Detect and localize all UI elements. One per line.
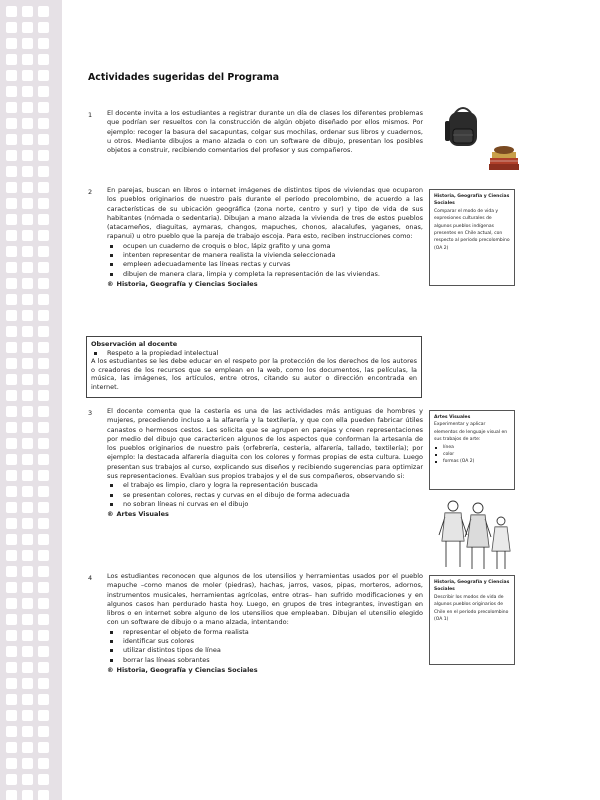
spiral-hole [6, 6, 17, 17]
spiral-hole [6, 166, 17, 177]
activity-1 [107, 109, 423, 155]
spiral-hole [22, 582, 33, 593]
list-item: dibujen de manera clara, limpia y completa la representación de las viviendas. [107, 270, 423, 279]
spiral-hole [6, 710, 17, 721]
spiral-hole [22, 694, 33, 705]
spiral-hole [22, 454, 33, 465]
spiral-hole [22, 502, 33, 513]
spiral-hole [38, 358, 49, 369]
list-item: línea [434, 444, 510, 451]
spiral-hole [38, 118, 49, 129]
spiral-hole [22, 646, 33, 657]
spiral-hole [38, 166, 49, 177]
sidebar-box-history-2 [429, 575, 515, 665]
spiral-hole [38, 710, 49, 721]
subject-reference [107, 510, 423, 519]
list-item: ocupen un cuaderno de croquis o bloc, lápiz grafito y una goma [107, 242, 423, 251]
spiral-hole [38, 662, 49, 673]
spiral-hole [22, 406, 33, 417]
sidebar-text: Experimentar y aplicar elementos de lenguaje visual en sus trabajos de arte: [434, 422, 508, 443]
spiral-hole [38, 502, 49, 513]
spiral-hole [6, 22, 17, 33]
spiral-hole [38, 214, 49, 225]
spiral-hole [6, 86, 17, 97]
spiral-hole [22, 54, 33, 65]
spiral-hole [38, 406, 49, 417]
spiral-hole [22, 598, 33, 609]
spiral-hole [22, 550, 33, 561]
spiral-hole [38, 726, 49, 737]
spiral-hole [6, 134, 17, 145]
spiral-hole [38, 678, 49, 689]
spiral-hole [22, 86, 33, 97]
list-item: intenten representar de manera realista la vivienda seleccionada [107, 251, 423, 260]
spiral-hole [6, 342, 17, 353]
list-item: color [434, 451, 510, 458]
spiral-hole [22, 70, 33, 81]
spiral-hole [6, 470, 17, 481]
spiral-hole [22, 662, 33, 673]
spiral-hole [38, 438, 49, 449]
subject-reference-label: Historia, Geografía y Ciencias Sociales [116, 279, 258, 288]
spiral-hole [38, 470, 49, 481]
spiral-hole [38, 310, 49, 321]
activity-3-text: El docente comenta que la cestería es una de las actividades más antiguas de hombres y mujeres, precediendo incluso a la alfarería y la textilería, y que con ella pueden fabricar útiles canastos o hermosos cestos. Les solicita que se agrupen en parejas y creen representaciones por medio del dibujo que caractericen algunos de los aspectos que conforman la artesanía de los pueblos originarios de nuestro país (orfebrería, cestería, alfarería, tallado, textilería); por ejemplo: la destacada alfarería diaguita con los colores y formas propias de esta cultura. Luego presentan sus trabajos al curso, explicando sus diseños y recibiendo sugerencias para optimizar sus representaciones. Evalúan sus propios trabajos y el de sus compañeros, observando si: [107, 407, 423, 481]
sidebar-text: Describir los modos de vida de algunos pueblos originarios de Chile en el período precolombino (OA 1) [434, 594, 509, 623]
spiral-hole [38, 86, 49, 97]
spiral-hole [38, 598, 49, 609]
sidebar-text: Comparar el modo de vida y expresiones culturales de algunos pueblos indígenas presentes en Chile actual, con respecto al período precolombino (OA 2) [434, 208, 510, 251]
spiral-hole [38, 230, 49, 241]
spiral-hole [22, 790, 33, 800]
spiral-hole [22, 198, 33, 209]
spiral-hole [6, 310, 17, 321]
spiral-hole [38, 790, 49, 800]
spiral-hole [38, 198, 49, 209]
spiral-hole [6, 662, 17, 673]
spiral-hole [38, 134, 49, 145]
sidebar-list [434, 444, 510, 466]
subject-reference [107, 666, 423, 675]
spiral-hole [22, 118, 33, 129]
spiral-hole [38, 294, 49, 305]
list-item: representar el objeto de forma realista [107, 628, 423, 637]
observation-title: Observación al docente [91, 340, 178, 348]
spiral-hole [22, 294, 33, 305]
indigenous-people-illustration [436, 497, 518, 573]
list-item: el trabajo es limpio, claro y logra la representación buscada [107, 481, 423, 490]
spiral-hole [22, 166, 33, 177]
spiral-hole [38, 54, 49, 65]
spiral-hole [6, 534, 17, 545]
spiral-hole [38, 486, 49, 497]
spiral-hole [38, 454, 49, 465]
spiral-hole [38, 518, 49, 529]
spiral-hole [22, 486, 33, 497]
sidebar-box-visual-arts [429, 410, 515, 490]
spiral-hole [22, 326, 33, 337]
spiral-hole [6, 614, 17, 625]
spiral-hole [6, 358, 17, 369]
spiral-hole [6, 598, 17, 609]
spiral-hole [22, 262, 33, 273]
spiral-hole [6, 566, 17, 577]
sidebar-box-history-1 [429, 189, 515, 286]
activity-2-list [107, 242, 423, 279]
page-title: Actividades sugeridas del Programa [88, 72, 280, 83]
spiral-hole [6, 646, 17, 657]
books-image [486, 140, 522, 172]
activity-number-4: 4 [88, 574, 93, 582]
activity-2-text: En parejas, buscan en libros o internet imágenes de distintos tipos de viviendas que ocuparon los pueblos originarios de nuestro país durante el período precolombino, de acuerdo a las características de su ubicación geográfica (zona norte, centro y sur) y tipo de vida de sus habitantes (nómada o sedentaria). Dibujan a mano alzada la vivienda de tres de estos pueblos (atacameños, diaguitas, aymaras, changos, mapuches, chonos, alacalufes, yaganes, onas, rapanui) u otro pueblo que la pareja de trabajo escoja. Para esto, reciben instrucciones como: [107, 186, 423, 241]
spiral-hole [6, 246, 17, 257]
spiral-hole [22, 310, 33, 321]
spiral-hole [38, 534, 49, 545]
spiral-hole [6, 678, 17, 689]
spiral-hole [6, 70, 17, 81]
spiral-hole [6, 38, 17, 49]
spiral-hole [38, 22, 49, 33]
spiral-hole [38, 630, 49, 641]
spiral-hole [38, 246, 49, 257]
reference-icon: ® [107, 510, 114, 519]
backpack-image [441, 103, 485, 149]
spiral-hole [38, 70, 49, 81]
spiral-hole [22, 710, 33, 721]
list-item: formas (OA 2) [434, 458, 510, 465]
activity-4 [107, 572, 423, 675]
spiral-hole [38, 422, 49, 433]
spiral-hole [6, 550, 17, 561]
spiral-hole [38, 278, 49, 289]
spiral-hole [38, 614, 49, 625]
spiral-hole [6, 582, 17, 593]
spiral-hole [6, 790, 17, 800]
spiral-hole [6, 438, 17, 449]
sidebar-title: Historia, Geografía y Ciencias Sociales [434, 194, 510, 207]
spiral-hole [38, 390, 49, 401]
spiral-hole [6, 182, 17, 193]
observation-text: A los estudiantes se les debe educar en el respeto por la protección de los derechos de los autores o creadores de los recursos que se emplean en la web, como los documentos, las películas, la música, las imágenes, los artículos, entre otros, citando su autor o dirección encontrada en internet. [91, 357, 417, 391]
subject-reference-label: Historia, Geografía y Ciencias Sociales [116, 665, 258, 674]
spiral-hole [6, 118, 17, 129]
spiral-hole [38, 582, 49, 593]
spiral-hole [22, 182, 33, 193]
spiral-hole [38, 694, 49, 705]
spiral-hole [22, 102, 33, 113]
activity-3 [107, 407, 423, 520]
spiral-hole [22, 134, 33, 145]
spiral-hole [22, 518, 33, 529]
spiral-hole [6, 630, 17, 641]
spiral-hole [6, 758, 17, 769]
spiral-hole [22, 630, 33, 641]
spiral-hole [38, 758, 49, 769]
spiral-hole [22, 678, 33, 689]
reference-icon: ® [107, 665, 114, 674]
teacher-observation-box [86, 336, 422, 398]
activity-number-2: 2 [88, 188, 93, 196]
spiral-hole [22, 758, 33, 769]
spiral-hole [22, 422, 33, 433]
spiral-hole [22, 726, 33, 737]
activity-4-list [107, 628, 423, 665]
spiral-hole [6, 294, 17, 305]
spiral-hole [22, 774, 33, 785]
spiral-hole [22, 230, 33, 241]
spiral-hole [6, 502, 17, 513]
spiral-hole [6, 406, 17, 417]
spiral-hole [6, 214, 17, 225]
spiral-hole [22, 150, 33, 161]
spiral-hole [6, 150, 17, 161]
spiral-hole [22, 438, 33, 449]
spiral-hole [22, 6, 33, 17]
spiral-hole [22, 374, 33, 385]
spiral-hole [22, 342, 33, 353]
list-item: empleen adecuadamente las líneas rectas y curvas [107, 260, 423, 269]
spiral-hole [22, 470, 33, 481]
reference-icon: ® [107, 279, 114, 288]
spiral-hole [38, 742, 49, 753]
list-item: identificar sus colores [107, 637, 423, 646]
spiral-hole [38, 374, 49, 385]
activity-4-text: Los estudiantes reconocen que algunos de los utensilios y herramientas usados por el pueblo mapuche –como manos de moler (piedras), hachas, jarros, vasos, pipas, morteros, adornos, instrumentos musicales, herramientas agrícolas, entre otras– han sufrido modificaciones y en algunos casos han perdurado hasta hoy. Luego, en grupos de tres integrantes, investigan en libros o en internet sobre alguno de los utensilios que empleaban. Dibujan el utensilio elegido con un software de dibujo o a mano alzada, intentando: [107, 572, 423, 627]
spiral-hole [38, 550, 49, 561]
spiral-hole [22, 534, 33, 545]
spiral-hole [6, 486, 17, 497]
spiral-hole [6, 374, 17, 385]
list-item: borrar las líneas sobrantes [107, 656, 423, 665]
spiral-hole [38, 342, 49, 353]
subject-reference-label: Artes Visuales [116, 510, 169, 519]
spiral-hole [22, 38, 33, 49]
spiral-hole [22, 390, 33, 401]
spiral-hole [6, 774, 17, 785]
spiral-hole [6, 454, 17, 465]
spiral-hole [6, 262, 17, 273]
activity-number-3: 3 [88, 409, 93, 417]
spiral-hole [38, 262, 49, 273]
spiral-hole [38, 102, 49, 113]
list-item: se presentan colores, rectas y curvas en el dibujo de forma adecuada [107, 491, 423, 500]
spiral-hole [6, 694, 17, 705]
spiral-hole [38, 774, 49, 785]
activity-3-list [107, 481, 423, 509]
observation-item: Respeto a la propiedad intelectual [91, 349, 417, 358]
sidebar-title: Artes Visuales [434, 415, 471, 420]
spiral-hole [6, 278, 17, 289]
spiral-hole [22, 22, 33, 33]
spiral-hole [6, 422, 17, 433]
activity-number-1: 1 [88, 111, 93, 119]
spiral-hole [6, 726, 17, 737]
sidebar-title: Historia, Geografía y Ciencias Sociales [434, 580, 510, 593]
spiral-hole [38, 326, 49, 337]
spiral-hole [6, 54, 17, 65]
spiral-hole [22, 742, 33, 753]
spiral-hole [6, 742, 17, 753]
spiral-hole [22, 614, 33, 625]
list-item: no sobran líneas ni curvas en el dibujo [107, 500, 423, 509]
spiral-hole [6, 198, 17, 209]
spiral-hole [38, 182, 49, 193]
activity-2 [107, 186, 423, 289]
spiral-hole [38, 646, 49, 657]
activity-1-text: El docente invita a los estudiantes a registrar durante un día de clases los diferentes problemas que podrían ser resueltos con la construcción de algún objeto diseñado por ellos mismos. Por ejemplo: recoger la basura del sacapuntas, colgar sus mochilas, ordenar sus libros y cuadernos, u otros. Mediante dibujos a mano alzada o con un software de dibujo, presentan los posibles objetos a construir, recibiendo comentarios del profesor y sus compañeros. [107, 109, 423, 155]
spiral-hole [22, 278, 33, 289]
spiral-hole [22, 358, 33, 369]
spiral-hole [6, 326, 17, 337]
spiral-hole [38, 566, 49, 577]
notebook-spiral [0, 0, 62, 800]
spiral-hole [6, 518, 17, 529]
spiral-hole [38, 150, 49, 161]
spiral-hole [22, 246, 33, 257]
spiral-hole [38, 38, 49, 49]
spiral-hole [22, 566, 33, 577]
spiral-hole [38, 6, 49, 17]
spiral-hole [6, 102, 17, 113]
spiral-hole [22, 214, 33, 225]
spiral-hole [6, 230, 17, 241]
spiral-hole [6, 390, 17, 401]
subject-reference [107, 280, 423, 289]
list-item: utilizar distintos tipos de línea [107, 646, 423, 655]
